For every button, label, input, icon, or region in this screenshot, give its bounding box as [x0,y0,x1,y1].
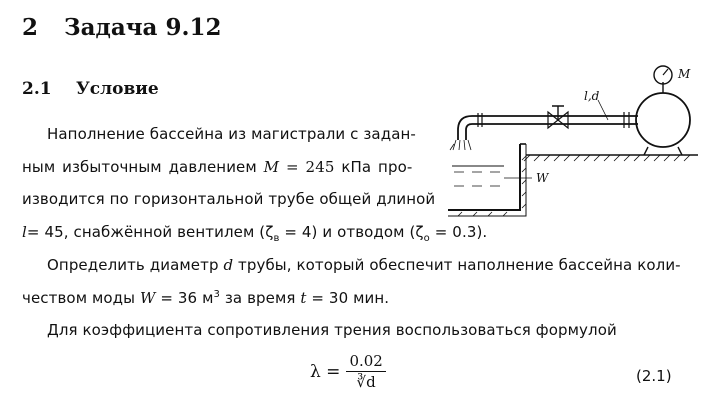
p2-l2-text-a: чеством моды [22,289,136,307]
p1-l4-text-b: = 4) и отводом (ζ [284,223,424,241]
pressure-symbol: M [263,158,280,176]
pressure-value: = 245 [286,158,335,176]
section-title: Задача 9.12 [64,14,222,41]
p1-l2-text-end: кПа про- [341,158,413,176]
paragraph1-line1 [47,125,416,143]
p2-l1-text-b: трубы, который обеспечит наполнение бассейна коли- [238,256,681,274]
cubic-superscript: 3 [213,289,220,300]
p1-l2-text: ным избыточным давлением [22,158,257,176]
figure-label-M: M [678,67,691,81]
figure-label-W: W [536,171,549,185]
p1-l4-text-c: = 0.3). [434,223,488,241]
subsection-heading [22,79,159,99]
subsection-number: 2.1 [22,79,52,99]
p1-l3-text: изводится по горизонтальной трубе общей длиной [22,190,436,208]
formula-numerator: 0.02 [346,352,385,372]
p3-l1-text: Для коэффициента сопротивления трения воспользоваться формулой [47,321,617,339]
valve-subscript: в [273,233,280,244]
pool-wall [448,144,520,210]
subsection-title: Условие [76,79,159,99]
formula-denominator: ∛d [356,373,376,391]
volume-symbol: W [139,289,156,307]
p2-l2-text-c: за время [224,289,296,307]
formula-lhs: λ = [310,361,341,382]
pipe-system-figure [448,60,698,220]
paragraph2-line1 [47,256,681,274]
friction-formula [310,352,386,391]
formula-fraction [346,352,385,391]
paragraph3-line1 [47,321,617,339]
section-number: 2 [22,14,39,41]
length-symbol: l [22,223,27,241]
ground-hatching [524,155,690,161]
paragraph1-line3 [22,190,435,208]
figure-label-ld: l,d [584,89,600,103]
p2-l1-text-a: Определить диаметр [47,256,219,274]
p1-l4-text-a: = 45, снабжённой вентилем (ζ [26,223,274,241]
time-symbol: t [300,289,307,307]
equation-number: (2.1) [636,367,672,385]
section-heading [22,14,222,41]
p1-l1-text: Наполнение бассейна из магистрали с задан- [47,125,416,143]
volume-value: = 36 м [160,289,214,307]
paragraph1-line4 [22,223,487,244]
diameter-symbol: d [223,256,234,274]
bend-subscript: о [423,233,430,244]
tank [636,93,690,147]
time-value: = 30 мин. [311,289,390,307]
paragraph1-line2 [22,158,412,176]
paragraph2-line2 [22,289,389,307]
